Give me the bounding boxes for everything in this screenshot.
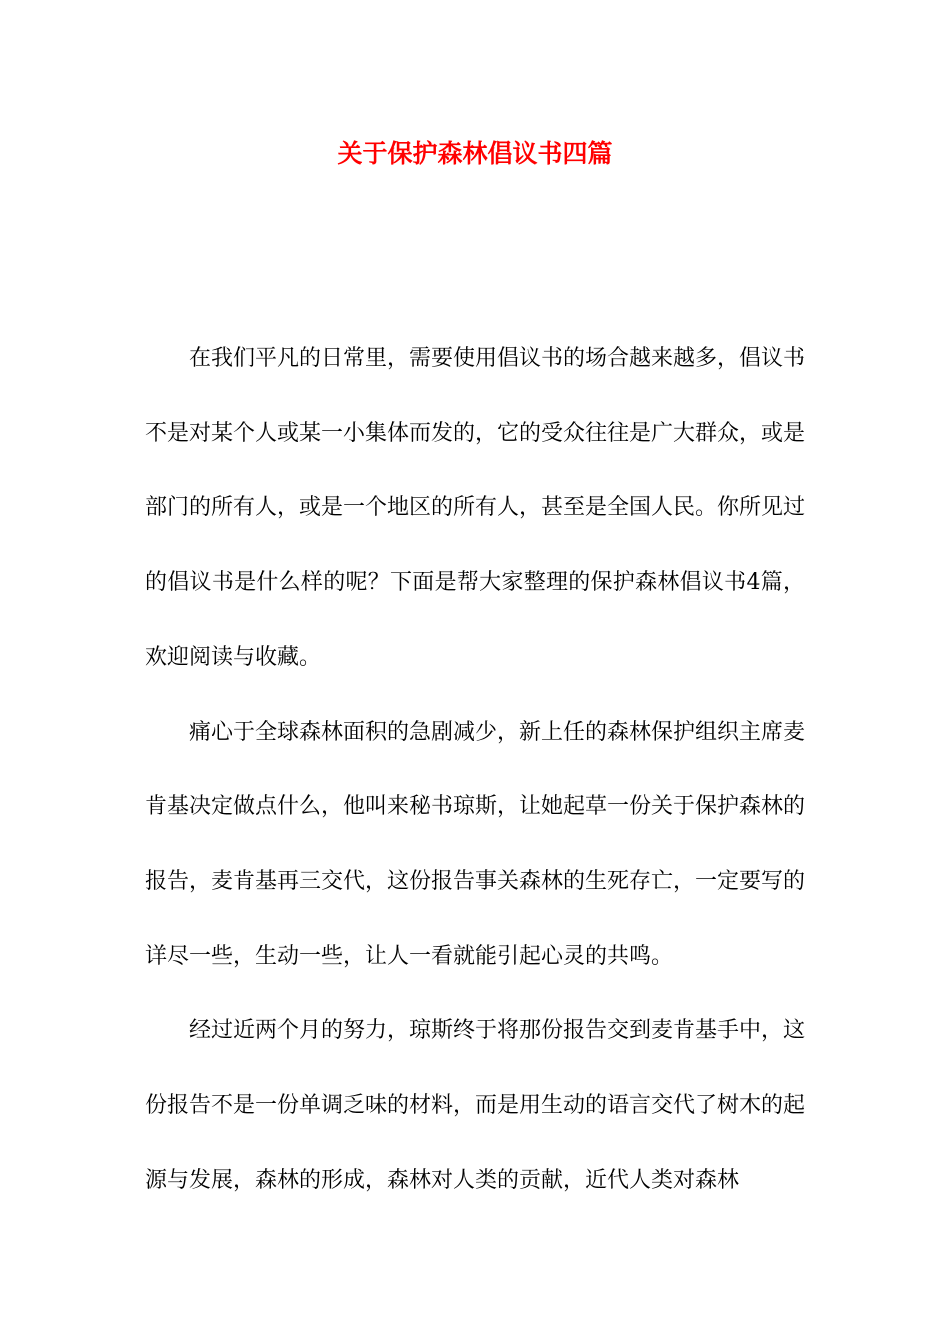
paragraph: 在我们平凡的日常里，需要使用倡议书的场合越来越多，倡议书不是对某个人或某一小集体而发的，它的受众往往是广大群众，或是部门的所有人，或是一个地区的所有人，甚至是全国人民。你所见过的倡议书是什么样的呢？下面是帮大家整理的保护森林倡议书4篇，欢迎阅读与收藏。 — [145, 346, 806, 670]
paragraph: 痛心于全球森林面积的急剧减少，新上任的森林保护组织主席麦肯基决定做点什么，他叫来秘书琼斯，让她起草一份关于保护森林的报告，麦肯基再三交代，这份报告事关森林的生死存亡，一定要写的详尽一些，生动一些，让人一看就能引起心灵的共鸣。 — [145, 719, 806, 969]
document-title: 关于保护森林倡议书四篇 — [337, 139, 613, 168]
paragraph: 经过近两个月的努力，琼斯终于将那份报告交到麦肯基手中，这份报告不是一份单调乏味的材料，而是用生动的语言交代了树木的起源与发展，森林的形成，森林对人类的贡献，近代人类对森林 — [145, 1018, 806, 1193]
document-body — [145, 322, 805, 1218]
